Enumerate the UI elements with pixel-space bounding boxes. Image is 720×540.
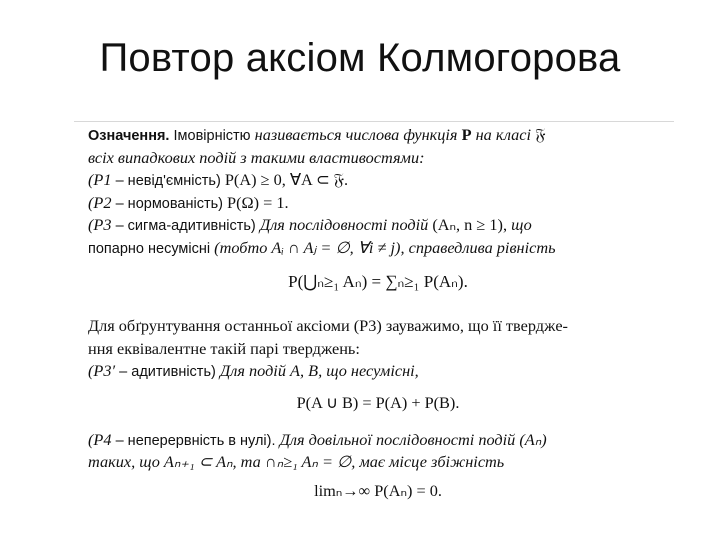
definition-text: називається числова функція bbox=[254, 125, 458, 144]
axiom-p4-name: – неперервність в нулі). bbox=[115, 432, 276, 449]
axiom-p2-tag: (P2 bbox=[88, 192, 112, 212]
axiom-p3-condition: (тобто Aᵢ ∩ Aⱼ = ∅, ∀i ≠ j), справедлива рівність bbox=[214, 237, 556, 257]
event-class-symbol: 𝔉 bbox=[535, 125, 546, 144]
axiom-p2-name: – нормованість) bbox=[115, 195, 223, 212]
axiom-p4-tag: (P4 bbox=[88, 429, 112, 449]
additivity-formula: P(A ∪ B) = P(A) + P(B). bbox=[296, 392, 460, 412]
continuity-formula: limₙ→∞ P(Aₙ) = 0. bbox=[314, 480, 442, 500]
axiom-p3-text-b: що bbox=[511, 215, 532, 234]
axiom-p3-disjoint: попарно несумісні bbox=[88, 240, 211, 257]
axiom-p3-text: Для послідовності подій bbox=[259, 215, 429, 234]
axiom-p4 bbox=[88, 429, 668, 452]
axiom-p3-line-2 bbox=[88, 237, 668, 260]
paragraph-line-1: Для обґрунтування останньої аксіоми (P3) зауважимо, що її тверджe- bbox=[88, 316, 568, 335]
definition-heading: Означення. bbox=[88, 128, 170, 144]
axiom-p4-line-2: таких, що Aₙ₊₁ ⊂ Aₙ, та ∩ₙ≥₁ Aₙ = ∅, має місце збіжність bbox=[88, 452, 505, 471]
axiom-p3 bbox=[88, 214, 668, 237]
divider bbox=[74, 121, 674, 122]
axiom-p2 bbox=[88, 192, 668, 215]
definition-term: Імовірністю bbox=[173, 128, 251, 144]
axiom-p3-prime-tag: (P3′ bbox=[88, 361, 116, 380]
paragraph-line-2: ння еквівалентне такій парі тверджень: bbox=[88, 338, 360, 358]
axiom-p1-tag: (P1 bbox=[88, 170, 112, 189]
axiom-p1 bbox=[88, 169, 668, 192]
axiom-p3-prime-text: Для подій A, B, що несумісні, bbox=[219, 361, 419, 380]
axiom-p3-prime bbox=[88, 360, 668, 383]
axiom-p1-name: – невід'ємність) bbox=[115, 173, 221, 189]
definition-line-1 bbox=[88, 124, 668, 147]
slide-content bbox=[88, 124, 668, 508]
axiom-p3-prime-name: – адитивність) bbox=[119, 364, 216, 380]
prob-function-symbol: P bbox=[461, 125, 472, 144]
definition-text-2: на класі bbox=[475, 125, 532, 144]
axiom-p4-text: Для довільної послідовності подій (Aₙ) bbox=[279, 429, 547, 449]
axiom-p3-sequence: (Aₙ, n ≥ 1), bbox=[432, 215, 508, 234]
slide-title: Повтор аксіом Колмогорова bbox=[99, 36, 621, 80]
axiom-p1-formula: P(A) ≥ 0, ∀A ⊂ 𝔉. bbox=[224, 170, 349, 189]
axiom-p2-formula: P(Ω) = 1. bbox=[227, 192, 289, 212]
axiom-p3-name: – сигма-адитивність) bbox=[115, 218, 256, 234]
axiom-p3-tag: (P3 bbox=[88, 215, 112, 234]
sigma-additivity-formula: P(⋃ₙ≥₁ Aₙ) = ∑ₙ≥₁ P(Aₙ). bbox=[288, 272, 468, 291]
definition-line-2: всіх випадкових подій з такими властивостями: bbox=[88, 147, 425, 167]
